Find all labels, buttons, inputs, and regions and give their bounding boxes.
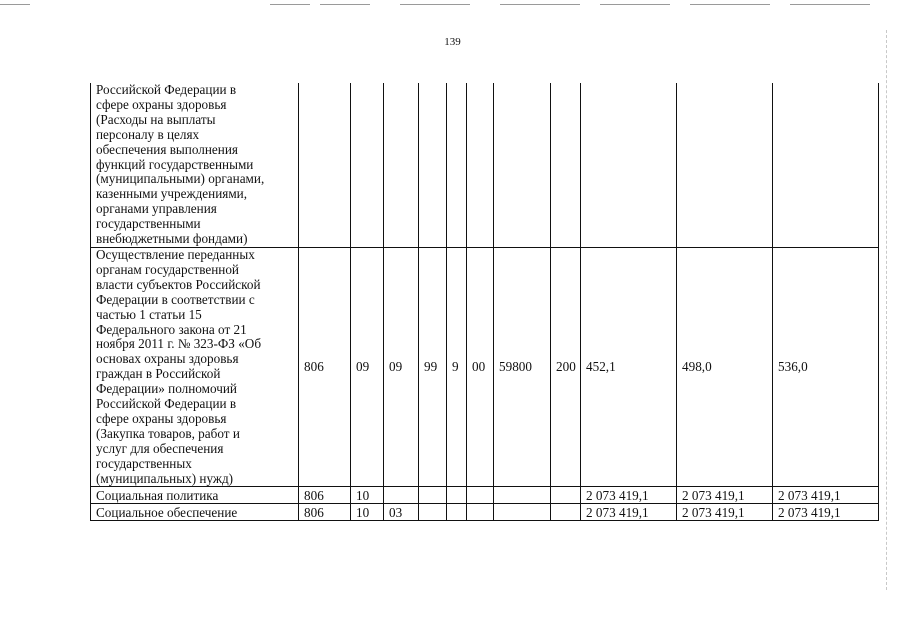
section-code-cell: 10 <box>351 504 384 521</box>
direction-code-cell: 59800 <box>494 247 551 487</box>
amount-year1-cell <box>581 83 677 247</box>
page-number: 139 <box>444 36 461 48</box>
budget-table <box>90 83 879 521</box>
scan-artifacts <box>0 0 905 10</box>
expense-type-code-cell: 200 <box>551 247 581 487</box>
ministry-code-cell: 806 <box>299 487 351 504</box>
amount-year2-cell <box>677 83 773 247</box>
expense-type-code-cell <box>551 504 581 521</box>
ministry-code-cell: 806 <box>299 504 351 521</box>
item-name-cell: Осуществление переданных органам государственной власти субъектов Российской Федерации в соответствии с частью 1 статьи 15 Федерального закона от 21 ноября 2011 г. № 323-ФЗ «Об основах охраны здоровья граждан в Российской Федерации» полномочий Российской Федерации в сфере охраны здоровья (Закупка товаров, работ и услуг для обеспечения государственных (муниципальных) нужд) <box>91 247 299 487</box>
amount-year2-cell: 498,0 <box>677 247 773 487</box>
amount-year1-cell: 2 073 419,1 <box>581 487 677 504</box>
subprogram-code-cell <box>447 83 467 247</box>
main-activity-code-cell <box>467 504 494 521</box>
subsection-code-cell: 09 <box>384 247 419 487</box>
amount-year3-cell: 2 073 419,1 <box>773 504 879 521</box>
program-code-cell <box>419 504 447 521</box>
item-name-cell: Российской Федерации в сфере охраны здоровья (Расходы на выплаты персоналу в целях обеспечения выполнения функций государственными (муниципальными) органами, казенными учреждениями, органами управления государственными внебюджетными фондами) <box>91 83 299 247</box>
amount-year1-cell: 452,1 <box>581 247 677 487</box>
subsection-code-cell <box>384 83 419 247</box>
section-code-cell: 09 <box>351 247 384 487</box>
subsection-code-cell <box>384 487 419 504</box>
amount-year3-cell: 536,0 <box>773 247 879 487</box>
subprogram-code-cell <box>447 504 467 521</box>
table-row <box>91 83 879 247</box>
expense-type-code-cell <box>551 487 581 504</box>
expense-type-code-cell <box>551 83 581 247</box>
amount-year3-cell: 2 073 419,1 <box>773 487 879 504</box>
table-row <box>91 487 879 504</box>
section-code-cell: 10 <box>351 487 384 504</box>
main-activity-code-cell <box>467 487 494 504</box>
section-code-cell <box>351 83 384 247</box>
direction-code-cell <box>494 504 551 521</box>
table-row <box>91 504 879 521</box>
main-activity-code-cell: 00 <box>467 247 494 487</box>
ministry-code-cell <box>299 83 351 247</box>
program-code-cell <box>419 487 447 504</box>
item-name-cell: Социальное обеспечение <box>91 504 299 521</box>
amount-year2-cell: 2 073 419,1 <box>677 504 773 521</box>
program-code-cell <box>419 83 447 247</box>
amount-year3-cell <box>773 83 879 247</box>
table-row <box>91 247 879 487</box>
item-name-cell: Социальная политика <box>91 487 299 504</box>
main-activity-code-cell <box>467 83 494 247</box>
ministry-code-cell: 806 <box>299 247 351 487</box>
direction-code-cell <box>494 487 551 504</box>
scan-edge-line <box>886 30 888 590</box>
subprogram-code-cell: 9 <box>447 247 467 487</box>
program-code-cell: 99 <box>419 247 447 487</box>
direction-code-cell <box>494 83 551 247</box>
subprogram-code-cell <box>447 487 467 504</box>
amount-year1-cell: 2 073 419,1 <box>581 504 677 521</box>
amount-year2-cell: 2 073 419,1 <box>677 487 773 504</box>
subsection-code-cell: 03 <box>384 504 419 521</box>
